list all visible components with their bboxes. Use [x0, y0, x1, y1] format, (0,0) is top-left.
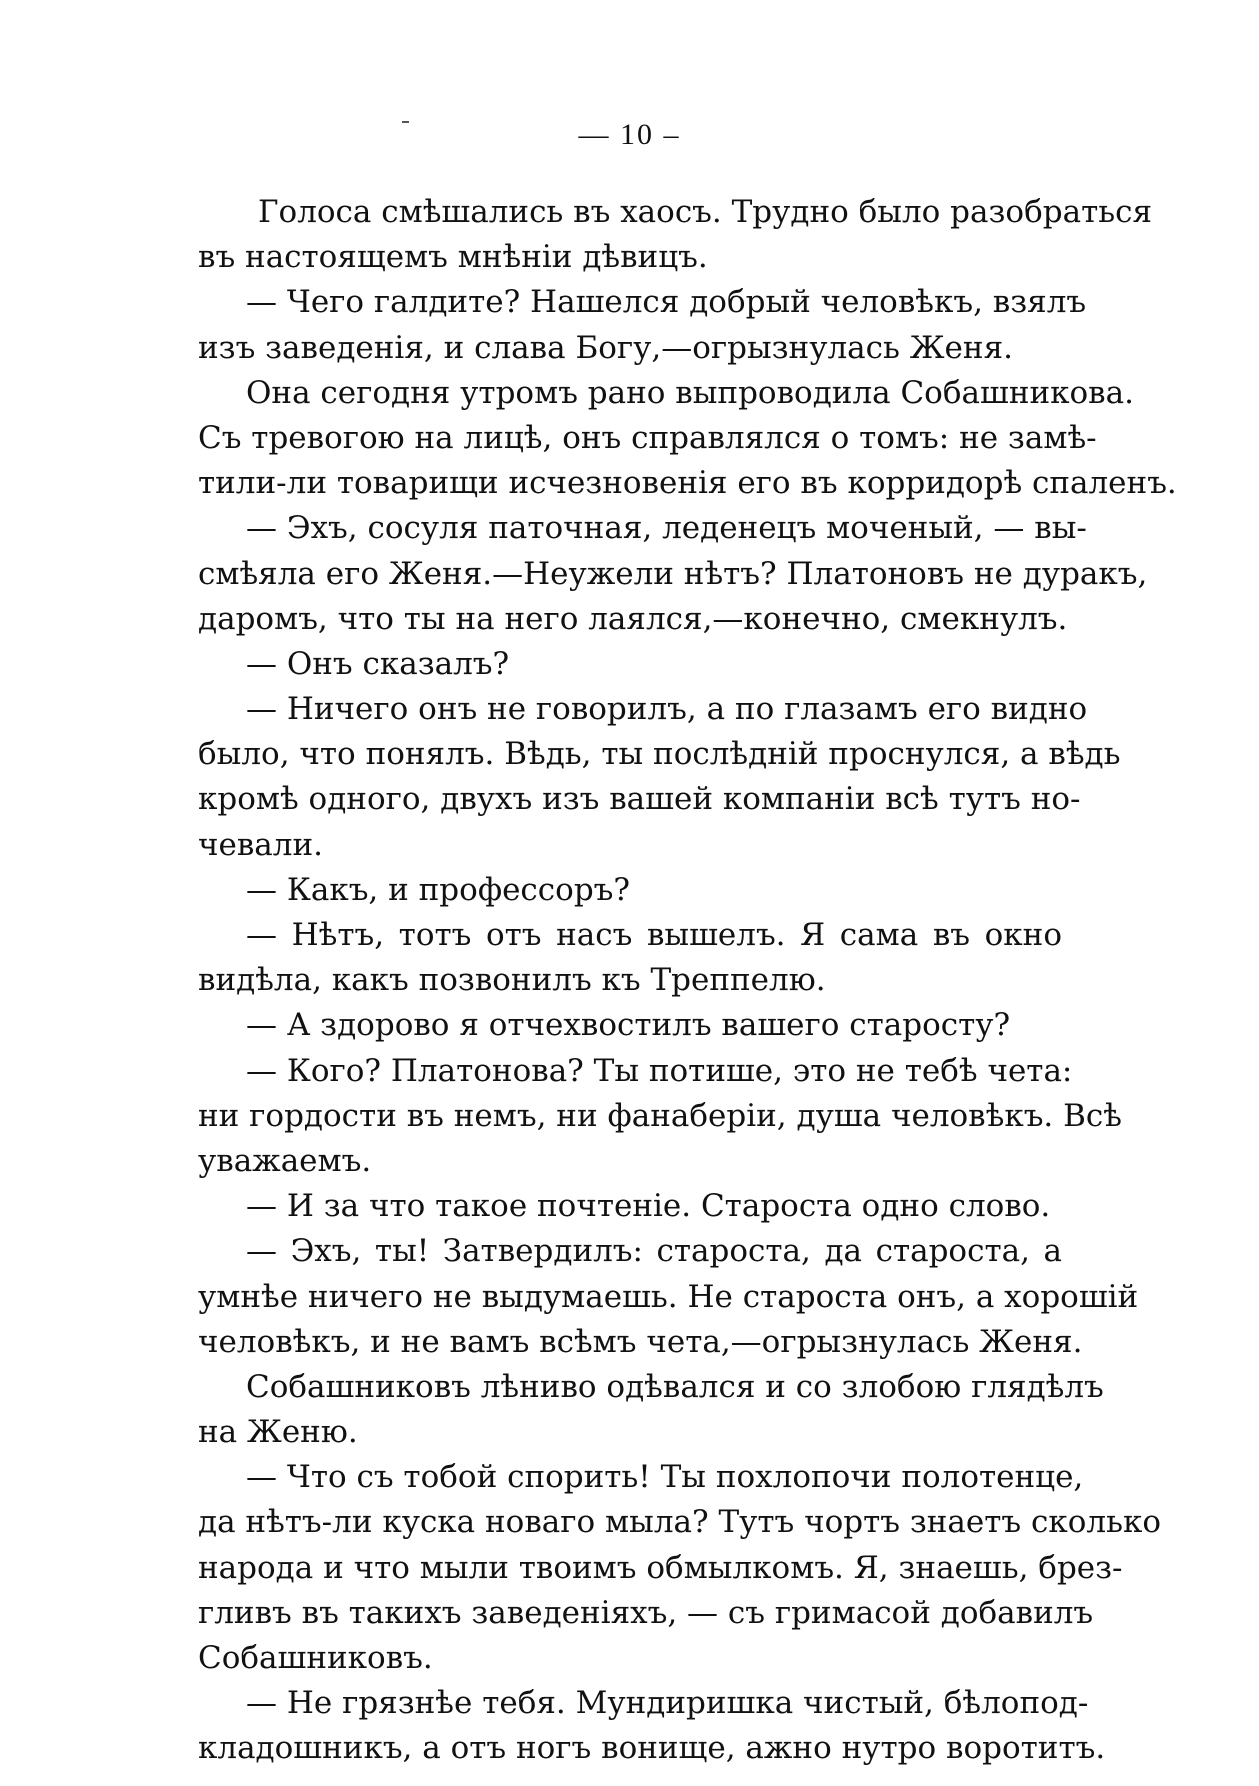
text-line: — И за что такое почтеніе. Староста одно слово. — [246, 1188, 1051, 1225]
text-line: изъ заведенія, и слава Богу,—огрызнулась Женя. — [198, 329, 1013, 366]
text-line: чевали. — [198, 826, 323, 863]
page-number: — 10 – — [578, 118, 681, 151]
text-line: уважаемъ. — [198, 1142, 372, 1179]
text-line: — Не грязнѣе тебя. Мундиришка чистый, бѣлопод- — [246, 1685, 1089, 1722]
text-line: тили-ли товарищи исчезновенія его въ корридорѣ спаленъ. — [198, 465, 1177, 502]
text-line: въ настоящемъ мнѣніи дѣвицъ. — [198, 239, 708, 276]
text-line: — Онъ сказалъ? — [246, 645, 510, 682]
text-line: было, что понялъ. Вѣдь, ты послѣдній проснулся, а вѣдь — [198, 736, 1121, 773]
text-line: — Какъ, и профессоръ? — [246, 871, 631, 908]
text-line: Собашниковъ лѣниво одѣвался и со злобою глядѣлъ — [246, 1368, 1104, 1405]
text-line: — Ничего онъ не говорилъ, а по глазамъ его видно — [246, 691, 1088, 728]
text-line: — А здорово я отчехвостилъ вашего старосту? — [246, 1007, 1011, 1044]
text-line: смѣяла его Женя.—Неужели нѣтъ? Платоновъ не дуракъ, — [198, 555, 1148, 592]
text-line: кромѣ одного, двухъ изъ вашей компаніи всѣ тутъ но- — [198, 781, 1081, 818]
text-line: — Эхъ, сосуля паточная, леденецъ моченый, — вы- — [246, 510, 1087, 547]
text-line: Съ тревогою на лицѣ, онъ справлялся о томъ: не замѣ- — [198, 419, 1097, 456]
text-line: да нѣтъ-ли куска новаго мыла? Тутъ чортъ знаетъ сколько — [198, 1504, 1161, 1541]
text-line: человѣкъ, и не вамъ всѣмъ чета,—огрызнулась Женя. — [198, 1323, 1083, 1360]
text-line: — Что съ тобой спорить! Ты похлопочи полотенце, — [246, 1459, 1084, 1496]
text-line: — Кого? Платонова? Ты потише, это не тебѣ чета: — [246, 1052, 1073, 1089]
text-line: кладошникъ, а отъ ногъ вонище, ажно нутро воротитъ. — [198, 1730, 1106, 1767]
text-line: — Нѣтъ, тотъ отъ насъ вышелъ. Я сама въ окно — [246, 917, 1062, 953]
text-line: гливъ въ такихъ заведеніяхъ, — съ гримасой добавилъ — [198, 1594, 1094, 1631]
text-line: Она сегодня утромъ рано выпроводила Собашникова. — [246, 374, 1134, 411]
text-line: видѣла, какъ позвонилъ къ Треппелю. — [198, 962, 826, 999]
text-line: Собашниковъ. — [198, 1640, 433, 1676]
text-line: ни гордости въ немъ, ни фанаберіи, душа человѣкъ. Всѣ — [198, 1097, 1122, 1134]
text-line: Голоса смѣшались въ хаосъ. Трудно было разобраться — [258, 194, 1153, 230]
body-text — [198, 190, 1177, 1772]
text-line: — Эхъ, ты! Затвердилъ: староста, да староста, а — [246, 1233, 1062, 1270]
text-line: народа и что мыли твоимъ обмылкомъ. Я, знаешь, брез- — [198, 1549, 1123, 1586]
text-line: — Чего галдите? Нашелся добрый человѣкъ, взялъ — [246, 284, 1087, 321]
text-line: на Женю. — [198, 1414, 358, 1451]
text-line: умнѣе ничего не выдумаешь. Не староста онъ, а хорошій — [198, 1278, 1139, 1315]
text-line: даромъ, что ты на него лаялся,—конечно, смекнулъ. — [198, 600, 1068, 637]
